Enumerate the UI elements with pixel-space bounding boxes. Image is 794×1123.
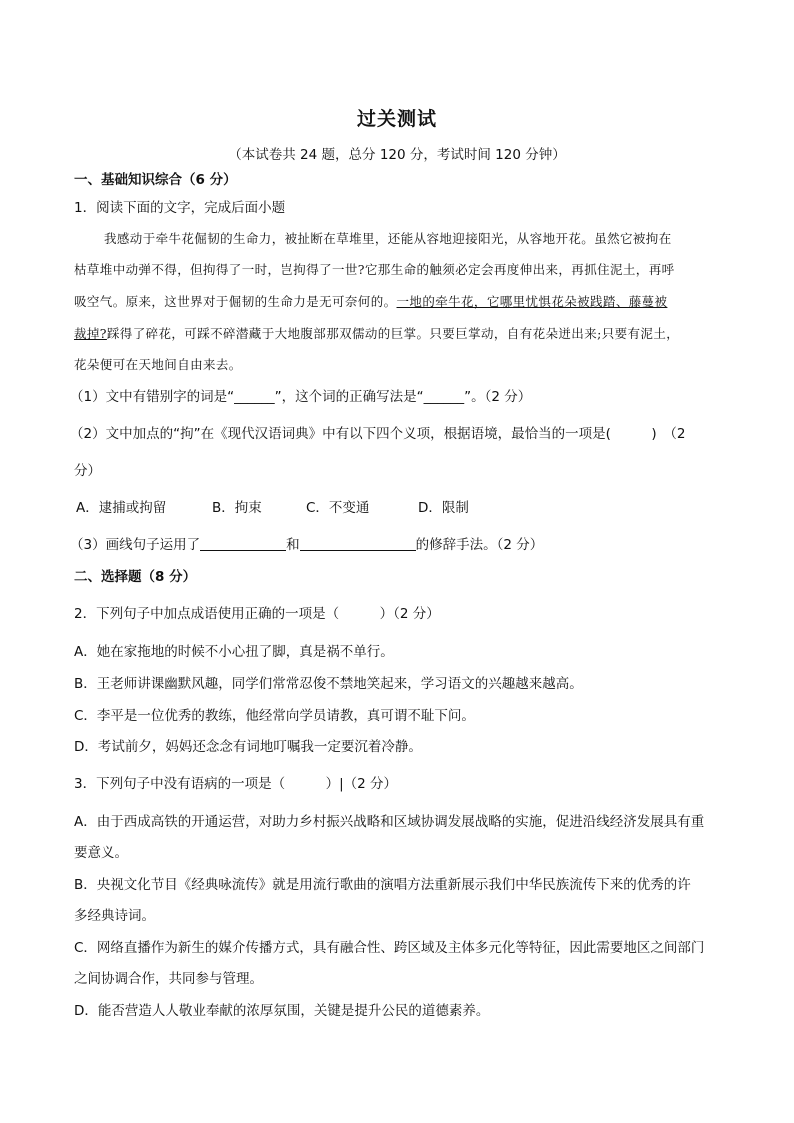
- sub-question-3: [70, 535, 543, 555]
- passage-line-1: 我感动于牵牛花倔韧的生命力，被扯断在草堆里，还能从容地迎接阳光，从容地开花。虽然它被拘在: [104, 231, 672, 246]
- question-3-option-b-cont: 多经典诗词。: [74, 908, 155, 924]
- underlined-sentence-end: 裁掉?: [74, 326, 107, 341]
- question-2-option-a: A．她在家拖地的时候不小心扭了脚，真是祸不单行。: [74, 644, 394, 660]
- question-2-option-b: B．王老师讲课幽默风趣，同学们常常忍俊不禁地笑起来，学习语文的兴趣越来越高。: [74, 676, 583, 692]
- exam-info: （本试卷共 24 题，总分 120 分，考试时间 120 分钟）: [228, 147, 566, 163]
- question-3-option-a-cont: 要意义。: [74, 845, 128, 861]
- option-d: D．限制: [418, 500, 469, 516]
- page-title: 过关测试: [356, 108, 437, 130]
- question-1-stem: 1．阅读下面的文字，完成后面小题: [74, 200, 286, 216]
- sub-question-2: （2）文中加点的“拘”在《现代汉语词典》中有以下四个义项，根据语境，最恰当的一项是( ) （2: [70, 426, 686, 442]
- question-2-stem: 2．下列句子中加点成语使用正确的一项是（ ）（2 分）: [74, 606, 440, 622]
- section-heading-2: 二、选择题（8 分）: [74, 569, 197, 585]
- sub-question-3-text: 和: [286, 537, 300, 553]
- question-3-option-c-cont: 之间协调合作，共同参与管理。: [74, 971, 263, 987]
- question-2-option-c: C．李平是一位优秀的教练，他经常向学员请教，真可谓不耻下问。: [74, 708, 475, 724]
- underlined-sentence: 一地的牵牛花，它哪里忧惧花朵被践踏、藤蔓被: [396, 294, 668, 309]
- passage-text: 吸空气。原来，这世界对于倔韧的生命力是无可奈何的。: [74, 294, 397, 309]
- sub-question-2-cont: 分）: [74, 463, 101, 479]
- question-3-option-c: C．网络直播作为新生的媒介传播方式，具有融合性、跨区域及主体多元化等特征，因此需要地区之间部门: [74, 940, 705, 956]
- passage-line-4: [74, 324, 679, 344]
- question-3-stem: 3．下列句子中没有语病的一项是（ ）|（2 分）: [74, 776, 398, 792]
- sub-question-3-text: （3）画线句子运用了: [70, 537, 201, 553]
- passage-line-2: 枯草堆中动弹不得，但拘得了一时，岂拘得了一世?它那生命的触须必定会再度伸出来，再抓住泥土，再呼: [74, 262, 675, 277]
- question-3-option-d: D．能否营造人人敬业奉献的浓厚氛围，关键是提升公民的道德素养。: [74, 1003, 490, 1019]
- answer-blank: [200, 536, 286, 551]
- sub-question-3-text: 的修辞手法。（2 分）: [415, 537, 544, 553]
- question-3-option-b: B．央视文化节目《经典咏流传》就是用流行歌曲的演唱方法重新展示我们中华民族流传下来的优秀的许: [74, 877, 691, 893]
- section-heading-1: 一、基础知识综合（6 分）: [74, 172, 237, 188]
- passage-text: 踩得了碎花，可踩不碎潜藏于大地腹部那双儒动的巨掌。只要巨掌动，自有花朵迸出来;只要有泥土，: [106, 326, 680, 341]
- passage-line-3: [74, 292, 667, 312]
- question-3-option-a: A．由于西成高铁的开通运营，对助力乡村振兴战略和区域协调发展战略的实施，促进沿线经济发展具有重: [74, 814, 705, 830]
- option-a: A．逮捕或拘留: [76, 500, 167, 516]
- sub-question-1: （1）文中有错别字的词是“______”，这个词的正确写法是“______”。（2 分）: [70, 389, 532, 405]
- passage-line-5: 花朵便可在天地间自由来去。: [74, 357, 242, 372]
- option-b: B．拘束: [212, 500, 262, 516]
- option-c: C．不变通: [306, 500, 370, 516]
- question-2-option-d: D．考试前夕，妈妈还念念有词地叮嘱我一定要沉着冷静。: [74, 739, 422, 755]
- answer-blank: [300, 536, 416, 551]
